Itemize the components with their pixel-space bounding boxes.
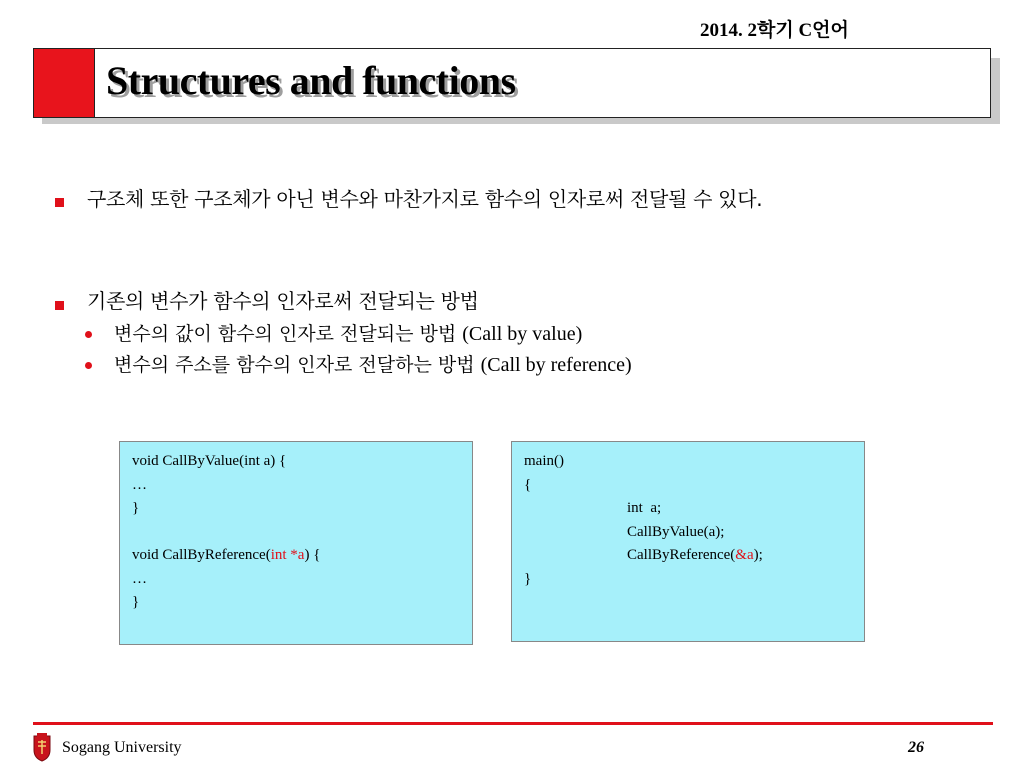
code-line: …: [132, 570, 147, 587]
code-highlight: int *a: [270, 547, 305, 563]
title-accent-block: [34, 49, 95, 117]
code-line-blank: [132, 521, 472, 545]
sogang-shield-logo-icon: [32, 732, 52, 762]
bullet-dot-icon: [85, 362, 92, 369]
code-line: [524, 544, 864, 568]
code-line: }: [132, 594, 140, 610]
sub-bullet-1-ko: 변수의 값이 함수의 인자로 전달되는 방법: [114, 323, 463, 345]
code-line: int a;: [627, 500, 662, 516]
bullet-text-1: 구조체 또한 구조체가 아닌 변수와 마찬가지로 함수의 인자로써 전달될 수 있다.: [87, 187, 763, 211]
title-bar: [33, 48, 991, 118]
code-highlight: &a: [735, 547, 754, 563]
sub-bullet-1-en: (Call by value): [462, 323, 583, 345]
page-number: 26: [908, 739, 924, 756]
code-line: void CallByValue(int a) {: [132, 453, 287, 469]
code-line: }: [524, 570, 532, 587]
sub-bullet-1: [114, 322, 582, 346]
code-text: CallByReference(: [627, 547, 736, 563]
code-line: [132, 544, 472, 568]
code-text: void CallByReference(: [132, 547, 271, 563]
code-box-main: [511, 441, 865, 642]
code-text: ) {: [304, 547, 321, 563]
code-line: CallByValue(a);: [627, 523, 725, 540]
sub-bullet-2-ko: 변수의 주소를 함수의 인자로 전달하는 방법: [114, 354, 481, 376]
code-line: }: [132, 500, 140, 516]
course-label: 2014. 2학기 C언어: [700, 20, 849, 41]
bullet-dot-icon: [85, 331, 92, 338]
bullet-square-icon: [55, 301, 64, 310]
bullet-square-icon: [55, 198, 64, 207]
code-box-functions: [119, 441, 473, 645]
code-line: main(): [524, 453, 564, 469]
footer-university: Sogang University: [62, 739, 182, 756]
code-line: {: [524, 476, 532, 493]
footer-divider: [33, 722, 993, 725]
slide-title: Structures and functions: [106, 58, 516, 103]
sub-bullet-2: [114, 353, 632, 377]
bullet-text-2: 기존의 변수가 함수의 인자로써 전달되는 방법: [87, 289, 479, 313]
code-text: );: [753, 547, 763, 563]
sub-bullet-2-en: (Call by reference): [480, 354, 632, 376]
code-line: …: [132, 476, 147, 493]
